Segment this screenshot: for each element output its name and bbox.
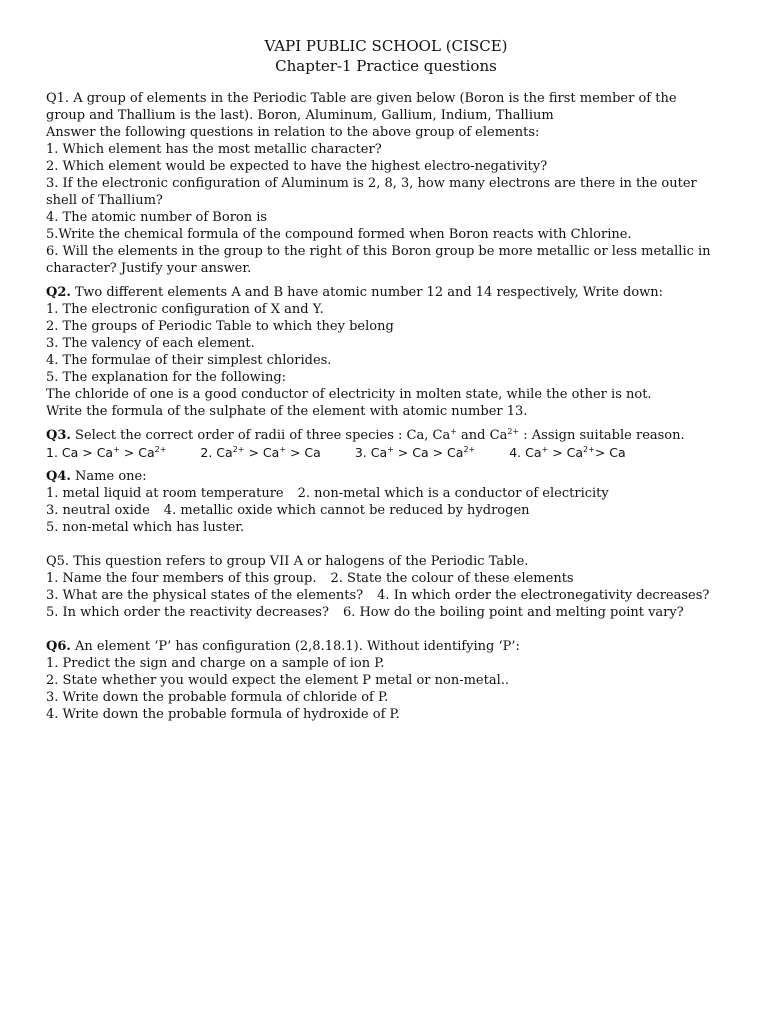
option-text: 4. Ca	[509, 445, 542, 460]
q3-option-3	[355, 444, 475, 461]
q5-line-2	[46, 587, 726, 604]
superscript: +	[450, 427, 457, 436]
q5-item: 4. In which order the electronegativity decreases?	[377, 588, 710, 603]
superscript: +	[113, 445, 120, 454]
option-text: > Ca > Ca	[393, 445, 464, 460]
q2-intro: Two different elements A and B have atomic number 12 and 14 respectively, Write down:	[70, 285, 664, 300]
option-text: > Ca	[286, 445, 321, 460]
q2-intro-line	[46, 284, 726, 301]
school-name: VAPI PUBLIC SCHOOL (CISCE)	[264, 37, 508, 55]
superscript: 2+	[463, 445, 476, 454]
q1-item: 4. The atomic number of Boron is	[46, 210, 268, 225]
q4-item: 3. neutral oxide	[46, 503, 150, 518]
option-text: > Ca	[244, 445, 280, 460]
q1-item: shell of Thallium?	[46, 193, 163, 208]
q6-label: Q6.	[46, 639, 71, 654]
q2-item: 1. The electronic configuration of X and Y.	[46, 302, 324, 317]
q2-item: 3. The valency of each element.	[46, 336, 255, 351]
superscript: 2+	[583, 445, 595, 454]
q2-item: 5. The explanation for the following:	[46, 370, 287, 385]
q1-item: 2. Which element would be expected to have the highest electro-negativity?	[46, 159, 548, 174]
q6-item: 1. Predict the sign and charge on a sample of ion P.	[46, 656, 385, 671]
q1-intro: Q1. A group of elements in the Periodic Table are given below (Boron is the first member of the	[46, 91, 677, 106]
q6-item: 2. State whether you would expect the element P metal or non-metal..	[46, 673, 510, 688]
q5-line-1	[46, 570, 726, 587]
q4-item: 1. metal liquid at room temperature	[46, 486, 284, 501]
q1-intro-2: group and Thallium is the last). Boron, Aluminum, Gallium, Indium, Thallium	[46, 108, 554, 123]
question-4	[46, 468, 726, 536]
q5-item: 1. Name the four members of this group.	[46, 571, 317, 586]
q3-intro-a: Select the correct order of radii of three species : Ca, Ca	[70, 428, 451, 443]
q2-label: Q2.	[46, 285, 71, 300]
q3-intro-c: : Assign suitable reason.	[519, 428, 685, 443]
q5-item: 5. In which order the reactivity decreases?	[46, 605, 329, 620]
superscript: +	[279, 445, 287, 454]
q3-intro-line	[46, 427, 726, 444]
q4-item: 4. metallic oxide which cannot be reduced by hydrogen	[163, 503, 530, 518]
q4-item: 2. non-metal which is a conductor of electricity	[297, 486, 609, 501]
q2-item: 2. The groups of Periodic Table to which they belong	[46, 319, 394, 334]
q6-item: 3. Write down the probable formula of chloride of P.	[46, 690, 389, 705]
q2-item: 4. The formulae of their simplest chlorides.	[46, 353, 332, 368]
option-text: 1. Ca > Ca	[46, 445, 114, 460]
question-6	[46, 638, 726, 723]
q6-item: 4. Write down the probable formula of hydroxide of P.	[46, 707, 400, 722]
superscript: 2+	[154, 445, 167, 454]
q3-option-2	[200, 444, 320, 461]
q1-item: 6. Will the elements in the group to the right of this Boron group be more metallic or less metallic in	[46, 244, 711, 259]
question-3	[46, 427, 726, 461]
q2-item: Write the formula of the sulphate of the element with atomic number 13.	[46, 404, 528, 419]
question-5	[46, 553, 726, 621]
q1-lead: Answer the following questions in relation to the above group of elements:	[46, 125, 540, 140]
header	[46, 36, 726, 76]
worksheet-page	[46, 36, 726, 723]
option-text: > Ca	[119, 445, 155, 460]
superscript: 2+	[232, 445, 245, 454]
q1-item: character? Justify your answer.	[46, 261, 252, 276]
question-1	[46, 90, 726, 277]
q5-item: 2. State the colour of these elements	[330, 571, 574, 586]
q3-intro-b: and Ca	[456, 428, 508, 443]
option-text: 2. Ca	[200, 445, 233, 460]
option-text: 3. Ca	[354, 445, 388, 460]
q4-line-1	[46, 485, 726, 502]
q6-intro: An element ‘P’ has configuration (2,8.18.1). Without identifying ‘P’:	[70, 639, 520, 654]
chapter-title: Chapter-1 Practice questions	[275, 57, 497, 75]
q5-item: 6. How do the boiling point and melting point vary?	[342, 605, 684, 620]
superscript: 2+	[507, 427, 520, 436]
q3-options	[46, 444, 726, 461]
q1-item: 1. Which element has the most metallic character?	[46, 142, 382, 157]
q3-option-4	[509, 444, 625, 461]
q2-item: The chloride of one is a good conductor of electricity in molten state, while the other is not.	[46, 387, 652, 402]
option-text: > Ca	[548, 445, 584, 460]
q4-intro-line	[46, 468, 726, 485]
question-2	[46, 284, 726, 420]
q5-line-3	[46, 604, 726, 621]
q4-line-3: 5. non-metal which has luster.	[46, 520, 245, 535]
q5-intro: Q5. This question refers to group VII A or halogens of the Periodic Table.	[46, 554, 529, 569]
superscript: +	[387, 445, 394, 454]
q4-label: Q4.	[46, 469, 71, 484]
q3-option-1	[46, 444, 166, 461]
q1-item: 5.Write the chemical formula of the compound formed when Boron reacts with Chlorine.	[46, 227, 632, 242]
q5-item: 3. What are the physical states of the elements?	[46, 588, 364, 603]
q4-intro: Name one:	[70, 469, 147, 484]
q3-label: Q3.	[46, 428, 71, 443]
superscript: +	[541, 445, 549, 454]
q1-item: 3. If the electronic configuration of Aluminum is 2, 8, 3, how many electrons are there in the outer	[46, 176, 697, 191]
option-text: > Ca	[594, 445, 626, 460]
q6-intro-line	[46, 638, 726, 655]
q4-line-2	[46, 502, 726, 519]
